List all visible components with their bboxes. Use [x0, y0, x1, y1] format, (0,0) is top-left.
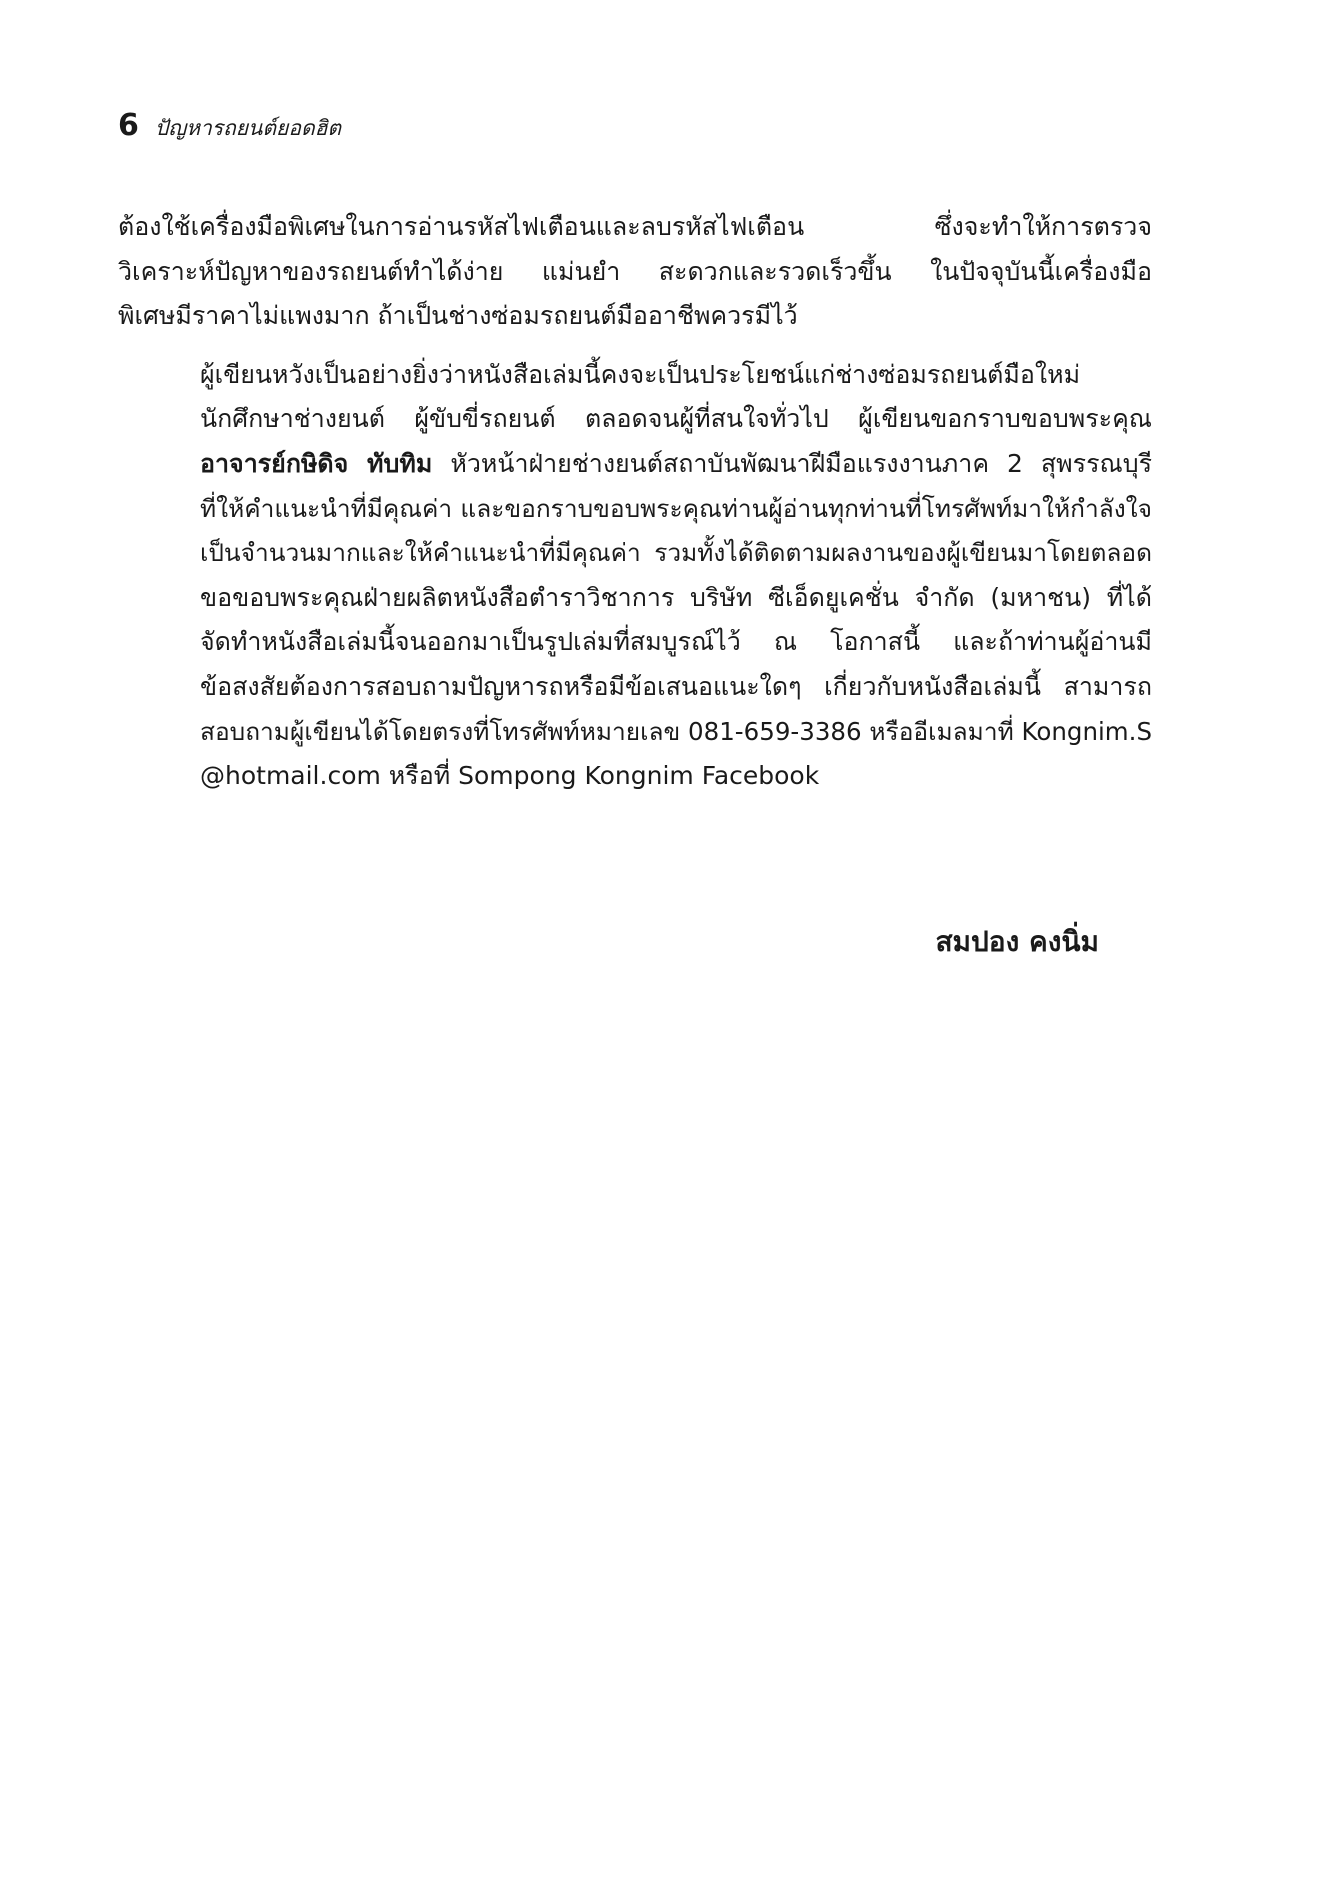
- acknowledged-name: อาจารย์กษิดิจ ทับทิม: [200, 448, 433, 478]
- text-line: ข้อสงสัยต้องการสอบถามปัญหารถหรือมีข้อเสนอแนะใดๆ เกี่ยวกับหนังสือเล่มนี้ สามารถ: [200, 671, 1152, 701]
- page-number: 6: [118, 108, 139, 143]
- text-line: ผู้เขียนหวังเป็นอย่างยิ่งว่าหนังสือเล่มนี้คงจะเป็นประโยชน์แก่ช่างซ่อมรถยนต์มือใหม่: [200, 359, 1081, 389]
- text-line: @hotmail.com หรือที่ Sompong Kongnim Facebook: [200, 761, 820, 791]
- text-line: วิเคราะห์ปัญหาของรถยนต์ทำได้ง่าย แม่นยำ สะดวกและรวดเร็วขึ้น ในปัจจุบันนี้เครื่องมือ: [118, 256, 1152, 286]
- text-line: จัดทำหนังสือเล่มนี้จนออกมาเป็นรูปเล่มที่สมบูรณ์ไว้ ณ โอกาสนี้ และถ้าท่านผู้อ่านมี: [200, 627, 1152, 657]
- text-line: นักศึกษาช่างยนต์ ผู้ขับขี่รถยนต์ ตลอดจนผู้ที่สนใจทั่วไป ผู้เขียนขอกราบขอบพระคุณ: [200, 404, 1152, 434]
- body-text: [118, 205, 1152, 799]
- text-line: ที่ให้คำแนะนำที่มีคุณค่า และขอกราบขอบพระคุณท่านผู้อ่านทุกท่านที่โทรศัพท์มาให้กำลังใจ: [200, 493, 1152, 523]
- text-fragment: หัวหน้าฝ่ายช่างยนต์สถาบันพัฒนาฝีมือแรงงานภาค 2 สุพรรณบุรี: [432, 448, 1153, 478]
- text-line: เป็นจำนวนมากและให้คำแนะนำที่มีคุณค่า รวมทั้งได้ติดตามผลงานของผู้เขียนมาโดยตลอด: [200, 538, 1152, 568]
- running-title: ปัญหารถยนต์ยอดฮิต: [154, 116, 342, 140]
- paragraph-1: [118, 205, 1152, 339]
- author-signature: สมปอง คงนิ่ม: [935, 925, 1099, 958]
- text-line: [118, 442, 1152, 487]
- text-line: สอบถามผู้เขียนได้โดยตรงที่โทรศัพท์หมายเลข 081-659-3386 หรืออีเมลมาที่ Kongnim.S: [200, 716, 1152, 746]
- text-line: ต้องใช้เครื่องมือพิเศษในการอ่านรหัสไฟเตือนและลบรหัสไฟเตือน ซึ่งจะทำให้การตรวจ: [118, 212, 1152, 241]
- text-line: พิเศษมีราคาไม่แพงมาก ถ้าเป็นช่างซ่อมรถยนต์มืออาชีพควรมีไว้: [118, 301, 798, 331]
- text-line: ขอขอบพระคุณฝ่ายผลิตหนังสือตำราวิชาการ บริษัท ซีเอ็ดยูเคชั่น จำกัด (มหาชน) ที่ได้: [200, 582, 1152, 612]
- page-header: [118, 108, 341, 145]
- paragraph-2: [118, 353, 1152, 799]
